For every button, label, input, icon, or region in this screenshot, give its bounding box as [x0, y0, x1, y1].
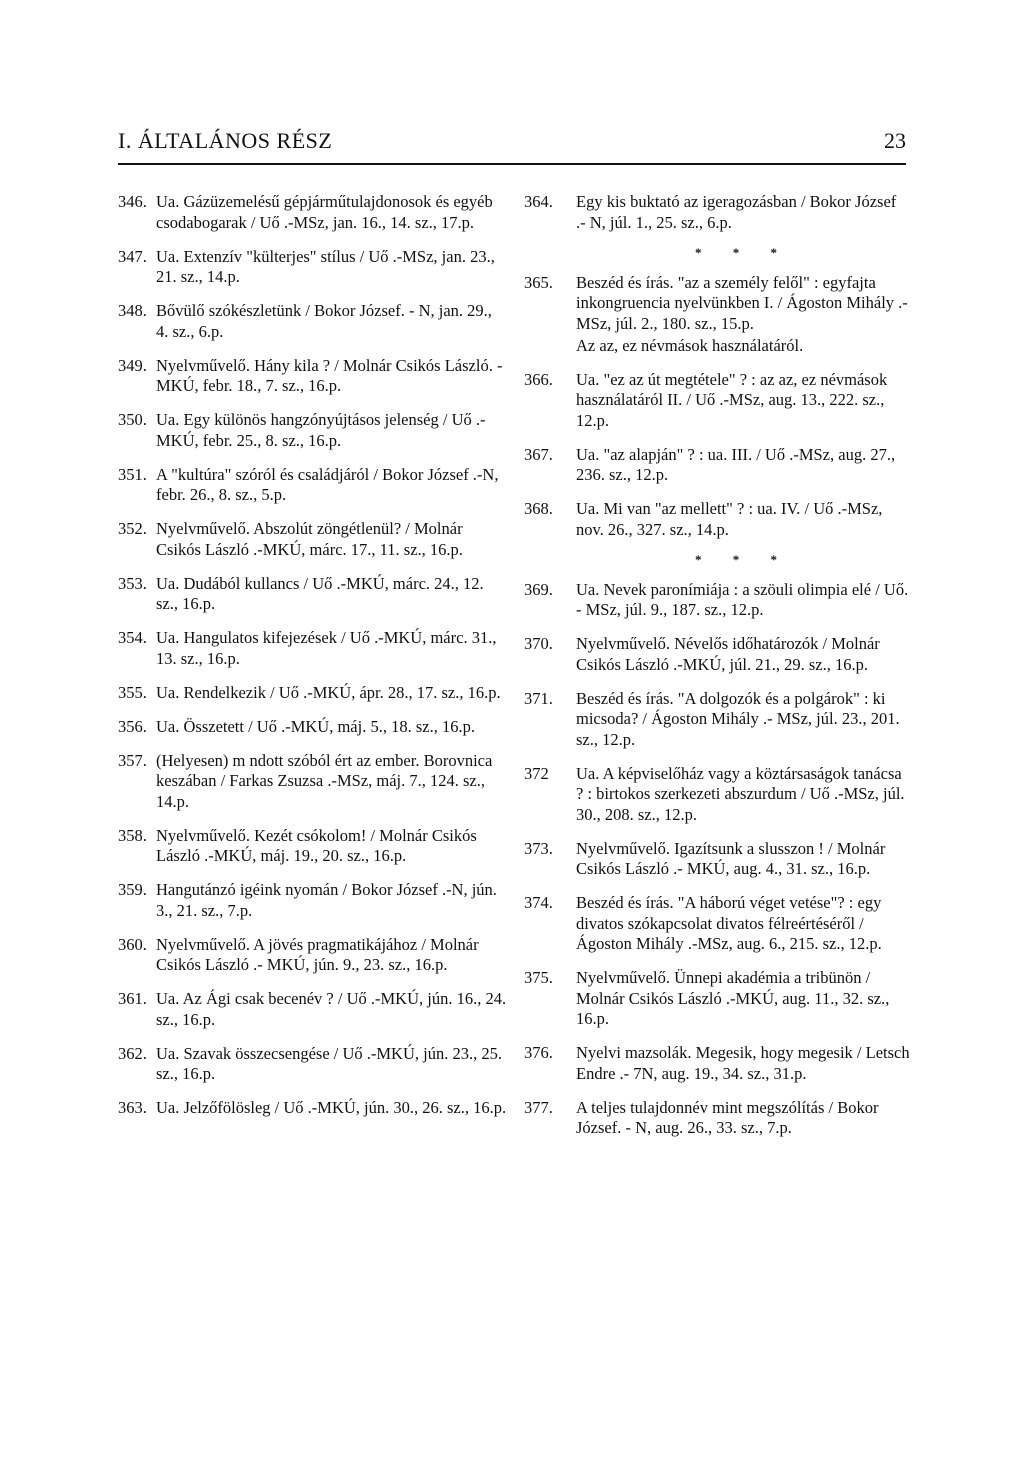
right-group-c	[524, 370, 910, 541]
entry-number: 376.	[524, 1043, 553, 1062]
entry-number: 363.	[118, 1098, 147, 1117]
entry-text: Nyelvművelő. Hány kila ? / Molnár Csikós László. - MKÚ, febr. 18., 7. sz., 16.p.	[156, 355, 503, 395]
entry-number: 347.	[118, 246, 147, 266]
right-column	[524, 192, 910, 1152]
entry-text: Ua. Gázüzemelésű gépjárműtulajdonosok és egyéb csodabogarak / Uő .-MSz, jan. 16., 14. sz., 17.p.	[156, 192, 493, 232]
entry-text: Hangutánzó igéink nyomán / Bokor József .-N, jún. 3., 21. sz., 7.p.	[156, 880, 497, 920]
entry-text: Ua. Jelzőfölösleg / Uő .-MKÚ, jún. 30., 26. sz., 16.p.	[156, 1098, 507, 1117]
entry-number: 371.	[524, 688, 553, 708]
entry-number: 353.	[118, 573, 147, 593]
entry-number: 357.	[118, 750, 147, 770]
right-group-a	[524, 192, 910, 233]
bibliography-entry	[118, 935, 508, 976]
bibliography-entry	[524, 370, 910, 432]
bibliography-entry	[524, 192, 910, 233]
section-title: I. ÁLTALÁNOS RÉSZ	[118, 128, 333, 153]
separator: * * *	[695, 244, 791, 260]
entry-text: Egy kis buktató az igeragozásban / Bokor József .- N, júl. 1., 25. sz., 6.p.	[576, 192, 897, 232]
bibliography-entry	[118, 989, 508, 1030]
entry-number: 367.	[524, 444, 553, 464]
entry-number: 359.	[118, 880, 147, 899]
entry-text: Beszéd és írás. "A háború véget vetése"? : egy divatos szókapcsolat divatos félreértéséről / Ágoston Mihály .-MSz, aug. 6., 215. sz., 12.p.	[576, 893, 882, 953]
entry-number: 362.	[118, 1043, 147, 1063]
entry-text: (Helyesen) m ndott szóból ért az ember. Borovnica keszában / Farkas Zsuzsa .-MSz, máj. 7., 124. sz., 14.p.	[156, 750, 493, 811]
bibliography-entry	[118, 192, 508, 233]
entry-text: Ua. A képviselőház vagy a köztársaságok tanácsa ? : birtokos szerkezeti abszurdum / Uő .-MSz, júl. 30., 208. sz., 12.p.	[576, 763, 905, 824]
bibliography-entry	[524, 1098, 910, 1139]
entry-number: 356.	[118, 716, 147, 736]
entry-text: Ua. Extenzív "külterjes" stílus / Uő .-MSz, jan. 23., 21. sz., 14.p.	[156, 246, 495, 286]
bibliography-entry	[118, 628, 508, 669]
bibliography-entry	[118, 356, 508, 397]
bibliography-entry	[118, 301, 508, 342]
entry-text: Ua. Szavak összecsengése / Uő .-MKÚ, jún. 23., 25. sz., 16.p.	[156, 1043, 502, 1083]
page-number: 23	[884, 128, 906, 153]
entry-number: 373.	[524, 838, 553, 858]
bibliography-entry	[118, 683, 508, 704]
entry-text: Nyelvművelő. Abszolút zöngétlenül? / Molnár Csikós László .-MKÚ, márc. 17., 11. sz., 16.p.	[156, 519, 463, 559]
left-column	[118, 192, 508, 1132]
entry-text: Nyelvművelő. Névelős időhatározók / Molnár Csikós László .-MKÚ, júl. 21., 29. sz., 16.p.	[576, 634, 880, 674]
bibliography-entry	[118, 519, 508, 560]
entry-number: 355.	[118, 682, 147, 702]
entry-text: Ua. "az alapján" ? : ua. III. / Uő .-MSz, aug. 27., 236. sz., 12.p.	[576, 444, 896, 484]
bibliography-entry	[524, 634, 910, 675]
bibliography-entry	[118, 1098, 508, 1119]
entry-number: 354.	[118, 628, 147, 647]
right-group-d	[524, 580, 910, 1139]
bibliography-entry	[524, 893, 910, 955]
entry-text: Ua. Hangulatos kifejezések / Uő .-MKÚ, márc. 31., 13. sz., 16.p.	[156, 628, 497, 668]
entry-number: 346.	[118, 192, 147, 211]
entry-text: Nyelvművelő. Ünnepi akadémia a tribünön / Molnár Csikós László .-MKÚ, aug. 11., 32. sz., 16.p.	[576, 968, 890, 1028]
entry-text: Nyelvművelő. A jövés pragmatikájához / Molnár Csikós László .- MKÚ, jún. 9., 23. sz., 16.p.	[156, 934, 479, 974]
page-header	[118, 128, 906, 158]
bibliography-entry	[524, 968, 910, 1030]
entry-text: Beszéd és írás. "A dolgozók és a polgárok" : ki micsoda? / Ágoston Mihály .- MSz, júl. 23., 201. sz., 12.p.	[576, 688, 900, 749]
entry-text: Ua. Rendelkezik / Uő .-MKÚ, ápr. 28., 17. sz., 16.p.	[156, 682, 501, 702]
entry-text: Bővülő szókészletünk / Bokor József. - N, jan. 29., 4. sz., 6.p.	[156, 301, 492, 341]
entry-text: Ua. Dudából kullancs / Uő .-MKÚ, márc. 24., 12. sz., 16.p.	[156, 573, 484, 613]
bibliography-entry	[524, 445, 910, 486]
bibliography-entry	[524, 1043, 910, 1084]
entry-number: 377.	[524, 1097, 553, 1117]
entry-text: Ua. Mi van "az mellett" ? : ua. IV. / Uő .-MSz, nov. 26., 327. sz., 14.p.	[576, 499, 883, 539]
header-rule	[118, 163, 906, 165]
entry-number: 370.	[524, 634, 553, 653]
bibliography-entry	[118, 465, 508, 506]
bibliography-entry	[118, 717, 508, 738]
entry-number: 348.	[118, 301, 147, 320]
bibliography-entry	[118, 247, 508, 288]
entry-text: Nyelvi mazsolák. Megesik, hogy megesik / Letsch Endre .- 7N, aug. 19., 34. sz., 31.p.	[576, 1043, 910, 1083]
bibliography-entry	[118, 410, 508, 451]
bibliography-entry	[524, 689, 910, 751]
entry-number: 358.	[118, 825, 147, 845]
entry-text: Nyelvművelő. Kezét csókolom! / Molnár Csikós László .-MKÚ, máj. 19., 20. sz., 16.p.	[156, 825, 477, 865]
entry-number: 360.	[118, 934, 147, 954]
entry-number: 351.	[118, 464, 147, 484]
entry-number: 352.	[118, 519, 147, 538]
entry-text: Ua. "ez az út megtétele" ? : az az, ez névmások használatáról II. / Uő .-MSz, aug. 13., 222. sz., 12.p.	[576, 369, 888, 430]
bibliography-entry	[118, 1044, 508, 1085]
bibliography-entry	[524, 764, 910, 826]
bibliography-entry	[118, 826, 508, 867]
separator: * * *	[695, 551, 791, 567]
bibliography-entry	[524, 580, 910, 621]
entry-note: Az az, ez névmások használatáról.	[576, 335, 804, 355]
entry-number: 372	[524, 763, 549, 783]
right-group-b	[524, 273, 910, 335]
entry-text: A "kultúra" szóról és családjáról / Bokor József .-N, febr. 26., 8. sz., 5.p.	[156, 464, 499, 504]
entry-text: A teljes tulajdonnév mint megszólítás / Bokor József. - N, aug. 26., 33. sz., 7.p.	[576, 1097, 879, 1137]
entry-text: Ua. Egy különös hangzónyújtásos jelenség / Uő .-MKÚ, febr. 25., 8. sz., 16.p.	[156, 410, 486, 450]
bibliography-entry	[118, 574, 508, 615]
entry-number: 361.	[118, 989, 147, 1008]
entry-text: Ua. Nevek paronímiája : a szöuli olimpia elé / Uő. - MSz, júl. 9., 187. sz., 12.p.	[576, 579, 909, 619]
entry-number: 365.	[524, 272, 553, 292]
bibliography-entry	[524, 839, 910, 880]
entry-number: 369.	[524, 579, 553, 599]
entry-number: 349.	[118, 355, 147, 375]
entry-text: Ua. Összetett / Uő .-MKÚ, máj. 5., 18. sz., 16.p.	[156, 716, 475, 736]
entry-number: 350.	[118, 410, 147, 429]
bibliography-entry	[118, 880, 508, 921]
entry-text: Beszéd és írás. "az a személy felől" : egyfajta inkongruencia nyelvünkben I. / Ágoston Mihály .- MSz, júl. 2., 180. sz., 15.p.	[576, 272, 908, 333]
bibliography-entry	[118, 751, 508, 813]
entry-number: 364.	[524, 192, 553, 211]
entry-number: 368.	[524, 499, 553, 518]
entry-text: Nyelvművelő. Igazítsunk a slusszon ! / Molnár Csikós László .- MKÚ, aug. 4., 31. sz., 16.p.	[576, 838, 886, 878]
entry-number: 375.	[524, 968, 553, 987]
entry-text: Ua. Az Ági csak becenév ? / Uő .-MKÚ, jún. 16., 24. sz., 16.p.	[156, 989, 507, 1029]
entry-number: 366.	[524, 369, 553, 389]
bibliography-entry	[524, 499, 910, 540]
bibliography-entry	[524, 273, 910, 335]
entry-number: 374.	[524, 893, 553, 912]
